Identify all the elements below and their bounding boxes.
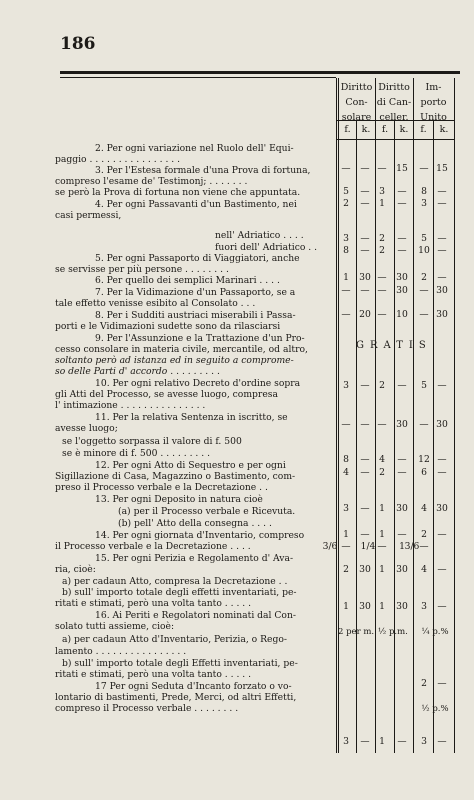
text-line: 10. Per ogni relativo Decreto d'ordine sopra bbox=[95, 378, 301, 389]
tariff-value: — bbox=[437, 198, 447, 209]
text-line: avesse luogo; bbox=[55, 423, 118, 434]
subheader-k: k. bbox=[439, 124, 449, 135]
tariff-value: — bbox=[437, 454, 447, 465]
tariff-value: 30 bbox=[436, 419, 448, 430]
tariff-value: — bbox=[419, 285, 429, 296]
text-line: cesso consolare in materia civile, mercantile, od altro, bbox=[55, 344, 308, 355]
tariff-value: 1 bbox=[343, 601, 349, 612]
tariff-value: ½ p.m. bbox=[378, 627, 408, 637]
text-line: 9. Per l'Assunzione e la Trattazione d'un Pro- bbox=[95, 333, 305, 344]
tariff-value: 1 bbox=[379, 601, 385, 612]
text-line: fuori dell' Adriatico . . bbox=[215, 242, 318, 253]
text-line: compreso l'esame de' Testimonj; . . . . . . . bbox=[55, 176, 248, 187]
text-line: (a) per il Processo verbale e Ricevuta. bbox=[118, 506, 296, 517]
tariff-value: 2 bbox=[343, 198, 349, 209]
text-line: 11. Per la relativa Sentenza in iscritto, se bbox=[95, 412, 288, 423]
tariff-value: 4 bbox=[379, 454, 385, 465]
tariff-value: 8 bbox=[421, 186, 427, 197]
tariff-value: — bbox=[397, 245, 407, 256]
tariff-value: — bbox=[437, 380, 447, 391]
text-line: lontario di bastimenti, Prede, Merci, od altri Effetti, bbox=[55, 692, 297, 703]
text-line: so delle Parti d' accordo . . . . . . . . . bbox=[55, 366, 220, 377]
text-line: preso il Processo verbale e la Decretazione . . bbox=[55, 482, 268, 493]
text-line: porti e le Vidimazioni sudette sono da rilasciarsi bbox=[55, 321, 281, 332]
gratis-label: GRATIS bbox=[356, 340, 432, 351]
tariff-value: 1 bbox=[379, 736, 385, 747]
text-line: 8. Per i Sudditi austriaci miserabili i Passa- bbox=[95, 310, 296, 321]
tariff-value: — bbox=[397, 186, 407, 197]
text-line: soltanto però ad istanza ed in seguito a comprome- bbox=[55, 355, 294, 366]
tariff-value: — bbox=[437, 736, 447, 747]
text-line: ritati e stimati, però una volta tanto . . . . . bbox=[55, 598, 252, 609]
tariff-value: — bbox=[419, 419, 429, 430]
tariff-value: 2 bbox=[343, 564, 349, 575]
text-line: casi permessi, bbox=[55, 210, 122, 221]
tariff-value: — bbox=[360, 529, 370, 540]
tariff-value: — bbox=[360, 163, 370, 174]
text-line: paggio . . . . . . . . . . . . . . . . bbox=[55, 154, 181, 165]
tariff-value: 3 bbox=[421, 736, 427, 747]
tariff-value: — bbox=[397, 467, 407, 478]
tariff-value: — bbox=[437, 245, 447, 256]
tariff-value: 1/4 bbox=[360, 541, 376, 552]
text-line: se però la Prova di fortuna non viene che appuntata. bbox=[55, 187, 301, 198]
tariff-value: — bbox=[419, 309, 429, 320]
tariff-value: 3/6 bbox=[404, 541, 420, 552]
tariff-value: 30 bbox=[396, 285, 408, 296]
tariff-value: 2 bbox=[379, 467, 385, 478]
text-line: (b) pell' Atto della consegna . . . . bbox=[118, 518, 272, 529]
text-line: 2. Per ogni variazione nel Ruolo dell' Equi- bbox=[95, 143, 294, 154]
text-line: se è minore di f. 500 . . . . . . . . . bbox=[62, 448, 211, 459]
tariff-value: 10 bbox=[418, 245, 430, 256]
tariff-value: 4 bbox=[421, 564, 427, 575]
tariff-value: 3 bbox=[343, 736, 349, 747]
tariff-value: 3/6 bbox=[322, 541, 338, 552]
tariff-value: — bbox=[377, 541, 387, 552]
tariff-value: — bbox=[360, 736, 370, 747]
tariff-value: 3 bbox=[421, 198, 427, 209]
tariff-value: 2 bbox=[379, 245, 385, 256]
tariff-value: 3 bbox=[421, 601, 427, 612]
tariff-value: 30 bbox=[436, 285, 448, 296]
tariff-value: 8 bbox=[343, 454, 349, 465]
tariff-value: 3 bbox=[343, 503, 349, 514]
tariff-value: 12 bbox=[418, 454, 430, 465]
tariff-value: 5 bbox=[343, 186, 349, 197]
text-line: se servisse per più persone . . . . . . . . bbox=[55, 264, 229, 275]
tariff-value: — bbox=[437, 272, 447, 283]
tariff-value: 30 bbox=[359, 601, 371, 612]
tariff-value: 2 bbox=[421, 678, 427, 689]
text-line: nell' Adriatico . . . . bbox=[215, 230, 304, 241]
tariff-value: 10 bbox=[396, 309, 408, 320]
tariff-value: 1 bbox=[379, 564, 385, 575]
tariff-value: 15 bbox=[396, 163, 408, 174]
text-line: tale effetto venisse esibito al Consolato . . . bbox=[55, 298, 256, 309]
tariff-value: 2 bbox=[379, 233, 385, 244]
tariff-value: — bbox=[437, 529, 447, 540]
text-line: b) sull' importo totale degli effetti inventariati, pe- bbox=[62, 587, 297, 598]
tariff-value: 2 bbox=[421, 272, 427, 283]
text-line: 3. Per l'Estesa formale d'una Prova di fortuna, bbox=[95, 165, 311, 176]
tariff-value: — bbox=[437, 186, 447, 197]
tariff-value: — bbox=[377, 309, 387, 320]
tariff-value: — bbox=[360, 285, 370, 296]
text-line: 14. Per ogni giornata d'Inventario, compreso bbox=[95, 530, 305, 541]
text-line: 17 Per ogni Seduta d'Incanto forzato o vo- bbox=[95, 681, 292, 692]
text-line: se l'oggetto sorpassa il valore di f. 500 bbox=[62, 436, 242, 447]
text-line: 13. Per ogni Deposito in natura cioè bbox=[95, 494, 263, 505]
tariff-value: — bbox=[341, 419, 351, 430]
tariff-value: 30 bbox=[436, 503, 448, 514]
text-line: 4. Per ogni Passavanti d'un Bastimento, nei bbox=[95, 199, 297, 210]
tariff-value: — bbox=[360, 503, 370, 514]
subheader-f: f. bbox=[381, 124, 389, 135]
header-diritto-consolare: Diritto Con- solare bbox=[340, 82, 373, 123]
tariff-value: 30 bbox=[359, 564, 371, 575]
tariff-value: — bbox=[341, 309, 351, 320]
tariff-value: 1 bbox=[343, 529, 349, 540]
tariff-value: 20 bbox=[359, 309, 371, 320]
tariff-value: — bbox=[437, 678, 447, 689]
tariff-value: — bbox=[341, 285, 351, 296]
tariff-value: 5 bbox=[421, 233, 427, 244]
tariff-value: 30 bbox=[359, 272, 371, 283]
tariff-value: — bbox=[360, 198, 370, 209]
tariff-value: — bbox=[437, 601, 447, 612]
text-line: gli Atti del Processo, se avesse luogo, compresa bbox=[55, 389, 278, 400]
text-line: 16. Ai Periti e Regolatori nominati dal Con- bbox=[95, 610, 296, 621]
text-line: a) per cadaun Atto, compresa la Decretazione . . bbox=[62, 576, 288, 587]
tariff-value: 30 bbox=[396, 564, 408, 575]
tariff-value: 2 per m. bbox=[338, 627, 375, 637]
tariff-value: 15 bbox=[436, 163, 448, 174]
tariff-value: ½ p.% bbox=[421, 704, 449, 714]
tariff-value: — bbox=[397, 233, 407, 244]
tariff-value: 30 bbox=[396, 601, 408, 612]
text-line: compreso il Processo verbale . . . . . . . . bbox=[55, 703, 239, 714]
tariff-value: — bbox=[341, 541, 351, 552]
tariff-value: 3 bbox=[379, 186, 385, 197]
text-line: 7. Per la Vidimazione d'un Passaporto, se a bbox=[95, 287, 296, 298]
tariff-value: — bbox=[397, 454, 407, 465]
text-line: Sigillazione di Casa, Magazzino o Bastimento, com- bbox=[55, 471, 296, 482]
text-line: b) sull' importo totale degli Effetti inventariati, pe- bbox=[62, 658, 298, 669]
tariff-value: 1 bbox=[399, 541, 405, 552]
tariff-value: 30 bbox=[436, 309, 448, 320]
tariff-value: — bbox=[397, 198, 407, 209]
tariff-value: — bbox=[360, 419, 370, 430]
subheader-k: k. bbox=[361, 124, 371, 135]
tariff-value: 4 bbox=[421, 503, 427, 514]
text-line: solato tutti assieme, cioè: bbox=[55, 621, 175, 632]
text-line: l' intimazione . . . . . . . . . . . . . . . bbox=[55, 400, 206, 411]
subheader-f: f. bbox=[344, 124, 351, 135]
text-line: a) per cadaun Atto d'Inventario, Perizia, o Rego- bbox=[62, 634, 287, 645]
text-line: ria, cioè: bbox=[55, 564, 96, 575]
tariff-value: — bbox=[377, 272, 387, 283]
tariff-value: — bbox=[377, 163, 387, 174]
tariff-value: 2 bbox=[379, 380, 385, 391]
tariff-value: — bbox=[377, 285, 387, 296]
tariff-value: — bbox=[360, 186, 370, 197]
text-line: ritati e stimati, però una volta tanto . . . . . bbox=[55, 669, 252, 680]
text-line: 12. Per ogni Atto di Sequestro e per ogni bbox=[95, 460, 286, 471]
tariff-value: 3 bbox=[343, 380, 349, 391]
tariff-value: 30 bbox=[396, 272, 408, 283]
tariff-value: 1 bbox=[379, 503, 385, 514]
text-line: 6. Per quello dei semplici Marinari . . . . bbox=[95, 275, 280, 286]
tariff-value: — bbox=[437, 467, 447, 478]
tariff-value: — bbox=[360, 245, 370, 256]
subheader-f: f. bbox=[420, 124, 427, 135]
tariff-value: — bbox=[437, 564, 447, 575]
tariff-value: — bbox=[360, 467, 370, 478]
tariff-value: 1 bbox=[343, 272, 349, 283]
tariff-value: 30 bbox=[396, 503, 408, 514]
tariff-value: 30 bbox=[396, 419, 408, 430]
tariff-value: — bbox=[360, 454, 370, 465]
tariff-value: 5 bbox=[421, 380, 427, 391]
tariff-value: 6 bbox=[421, 467, 427, 478]
tariff-value: — bbox=[360, 233, 370, 244]
tariff-value: 4 bbox=[343, 467, 349, 478]
tariff-value: — bbox=[377, 419, 387, 430]
header-importo-unito: Im- porto Unito bbox=[420, 82, 447, 123]
tariff-value: — bbox=[360, 380, 370, 391]
text-line: il Processo verbale e la Decretazione . . . . bbox=[55, 541, 251, 552]
tariff-value: — bbox=[397, 380, 407, 391]
text-line: 5. Per ogni Passaporto di Viaggiatori, anche bbox=[95, 253, 300, 264]
tariff-value: ¼ p.% bbox=[421, 627, 449, 637]
tariff-value: 1 bbox=[379, 529, 385, 540]
tariff-value: 1 bbox=[379, 198, 385, 209]
tariff-value: 2 bbox=[421, 529, 427, 540]
text-line: 15. Per ogni Perizia e Regolamento d' Ava- bbox=[95, 553, 294, 564]
tariff-value: — bbox=[419, 163, 429, 174]
tariff-value: 3 bbox=[343, 233, 349, 244]
page-number: 186 bbox=[60, 34, 96, 54]
tariff-value: — bbox=[341, 163, 351, 174]
tariff-value: — bbox=[437, 233, 447, 244]
subheader-k: k. bbox=[399, 124, 409, 135]
tariff-value: — bbox=[419, 541, 429, 552]
header-diritto-cancelleria: Diritto di Can- celler. bbox=[376, 82, 412, 123]
tariff-value: — bbox=[397, 736, 407, 747]
text-line: lamento . . . . . . . . . . . . . . . . bbox=[55, 646, 187, 657]
tariff-value: 8 bbox=[343, 245, 349, 256]
tariff-value: — bbox=[397, 529, 407, 540]
